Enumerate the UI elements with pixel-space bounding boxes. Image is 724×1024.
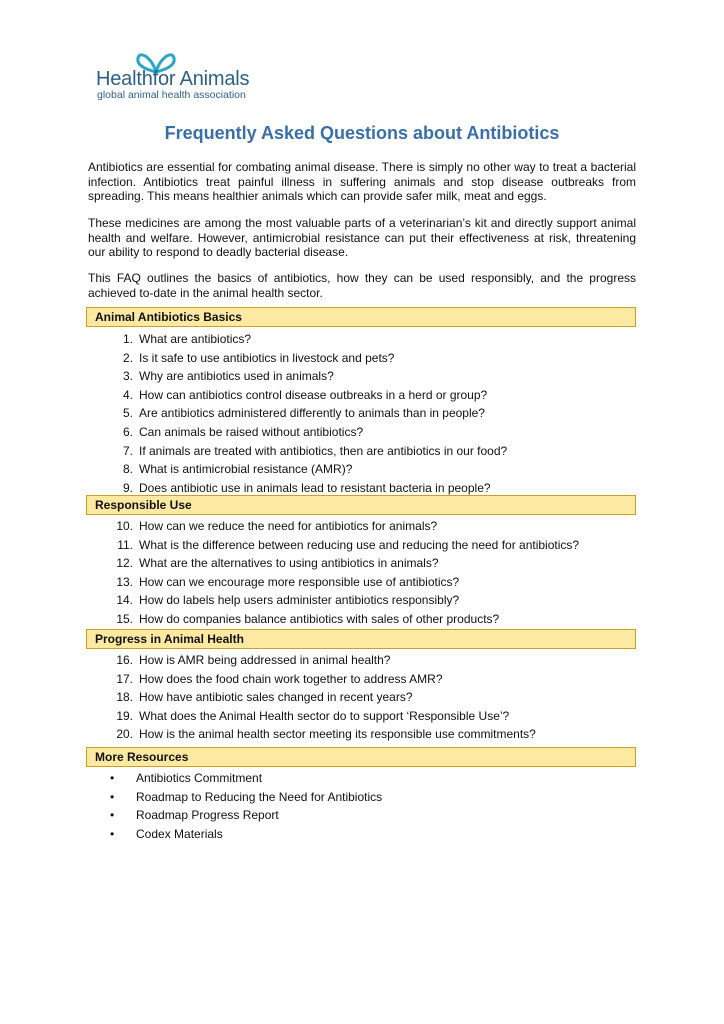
- question-number: 3.: [122, 369, 133, 384]
- question-text: Are antibiotics administered differently to animals than in people?: [139, 406, 485, 421]
- resource-text: Roadmap Progress Report: [136, 808, 279, 823]
- question-link[interactable]: [96, 386, 636, 405]
- resource-text: Antibiotics Commitment: [136, 771, 263, 785]
- question-text: How do labels help users administer antibiotics responsibly?: [139, 593, 460, 608]
- question-link[interactable]: [96, 330, 636, 349]
- question-link[interactable]: [96, 573, 636, 592]
- question-link[interactable]: [96, 349, 636, 368]
- resource-list: [110, 769, 630, 843]
- question-link[interactable]: [96, 610, 636, 629]
- question-text: What are antibiotics?: [139, 332, 252, 346]
- question-list-responsible-use: [96, 517, 636, 629]
- question-text: How is the animal health sector meeting its responsible use commitments?: [139, 727, 536, 742]
- logo-word1: Health: [96, 68, 153, 90]
- question-link[interactable]: [96, 651, 636, 670]
- question-text: Can animals be raised without antibiotics?: [139, 424, 364, 439]
- page-title: Frequently Asked Questions about Antibiotics: [164, 123, 560, 143]
- bullet-icon: •: [110, 789, 115, 804]
- question-text: What does the Animal Health sector do to support ‘Responsible Use’?: [139, 708, 510, 723]
- question-list-progress: [96, 651, 636, 744]
- healthforanimals-logo: [96, 48, 276, 100]
- resource-link[interactable]: [110, 825, 630, 844]
- question-number: 12.: [116, 556, 133, 571]
- bullet-icon: •: [110, 808, 115, 823]
- question-number: 8.: [122, 462, 133, 477]
- question-link[interactable]: [96, 670, 636, 689]
- question-number: 1.: [122, 332, 133, 346]
- question-link[interactable]: [96, 404, 636, 423]
- question-text: How is AMR being addressed in animal health?: [139, 653, 391, 667]
- question-link[interactable]: [96, 517, 636, 536]
- question-text: What is the difference between reducing use and reducing the need for antibiotics?: [139, 537, 580, 552]
- question-number: 10.: [116, 519, 133, 533]
- question-text: How can we reduce the need for antibiotics for animals?: [139, 519, 438, 533]
- section-header-progress: Progress in Animal Health: [86, 629, 636, 649]
- question-text: How can we encourage more responsible use of antibiotics?: [139, 574, 460, 589]
- bullet-icon: •: [110, 826, 115, 841]
- question-number: 17.: [116, 671, 133, 686]
- question-link[interactable]: [96, 442, 636, 461]
- question-link[interactable]: [96, 554, 636, 573]
- section-header-more-resources: More Resources: [86, 747, 636, 767]
- intro-paragraph-1: Antibiotics are essential for combating animal disease. There is simply no other way to treat a bacterial infection. Antibiotics treat painful illness in suffering animals and stop disease outbreaks from spreading. This means healthier animals which can provide safer milk, meat and eggs.: [88, 160, 636, 203]
- question-text: What is antimicrobial resistance (AMR)?: [139, 462, 353, 477]
- resource-text: Roadmap to Reducing the Need for Antibiotics: [136, 789, 383, 804]
- question-number: 15.: [116, 611, 133, 626]
- question-text: Is it safe to use antibiotics in livestock and pets?: [139, 350, 395, 365]
- logo-wordmark: [96, 68, 249, 91]
- question-number: 6.: [122, 424, 133, 439]
- question-number: 4.: [122, 387, 133, 402]
- question-number: 18.: [116, 690, 133, 705]
- question-text: Does antibiotic use in animals lead to resistant bacteria in people?: [139, 480, 491, 495]
- logo-tagline: global animal health association: [97, 89, 246, 101]
- question-link[interactable]: [96, 423, 636, 442]
- intro-paragraph-3: This FAQ outlines the basics of antibiotics, how they can be used responsibly, and the progress achieved to-date in the animal health sector.: [88, 271, 636, 300]
- question-text: How do companies balance antibiotics with sales of other products?: [139, 611, 500, 626]
- question-link[interactable]: [96, 688, 636, 707]
- question-text: If animals are treated with antibiotics, then are antibiotics in our food?: [139, 443, 508, 458]
- section-header-basics: Animal Antibiotics Basics: [86, 307, 636, 327]
- question-link[interactable]: [96, 367, 636, 386]
- resource-link[interactable]: [110, 788, 630, 807]
- question-number: 9.: [122, 480, 133, 495]
- question-text: How can antibiotics control disease outbreaks in a herd or group?: [139, 387, 488, 402]
- question-number: 11.: [117, 537, 133, 552]
- question-number: 14.: [116, 593, 133, 608]
- resource-link[interactable]: [110, 769, 630, 788]
- question-link[interactable]: [96, 725, 636, 744]
- bullet-icon: •: [110, 771, 115, 785]
- question-link[interactable]: [96, 707, 636, 726]
- question-number: 20.: [116, 727, 133, 742]
- question-number: 5.: [122, 406, 133, 421]
- question-link[interactable]: [96, 591, 636, 610]
- section-header-responsible-use: Responsible Use: [86, 495, 636, 515]
- question-number: 16.: [116, 653, 133, 667]
- question-number: 2.: [122, 350, 133, 365]
- resource-link[interactable]: [110, 806, 630, 825]
- resource-text: Codex Materials: [136, 826, 223, 841]
- question-text: Why are antibiotics used in animals?: [139, 369, 334, 384]
- question-list-basics: [96, 330, 636, 497]
- question-number: 13.: [116, 574, 133, 589]
- intro-paragraph-2: These medicines are among the most valuable parts of a veterinarian’s kit and directly support animal health and welfare. However, antimicrobial resistance can put their effectiveness at risk, threatening our ability to respond to deadly bacterial disease.: [88, 216, 636, 259]
- question-number: 19.: [116, 708, 133, 723]
- logo-word2: for Animals: [152, 68, 250, 90]
- question-link[interactable]: [96, 460, 636, 479]
- question-number: 7.: [122, 443, 133, 458]
- question-text: What are the alternatives to using antibiotics in animals?: [139, 556, 439, 571]
- question-text: How does the food chain work together to address AMR?: [139, 671, 443, 686]
- question-link[interactable]: [96, 536, 636, 555]
- question-text: How have antibiotic sales changed in recent years?: [139, 690, 413, 705]
